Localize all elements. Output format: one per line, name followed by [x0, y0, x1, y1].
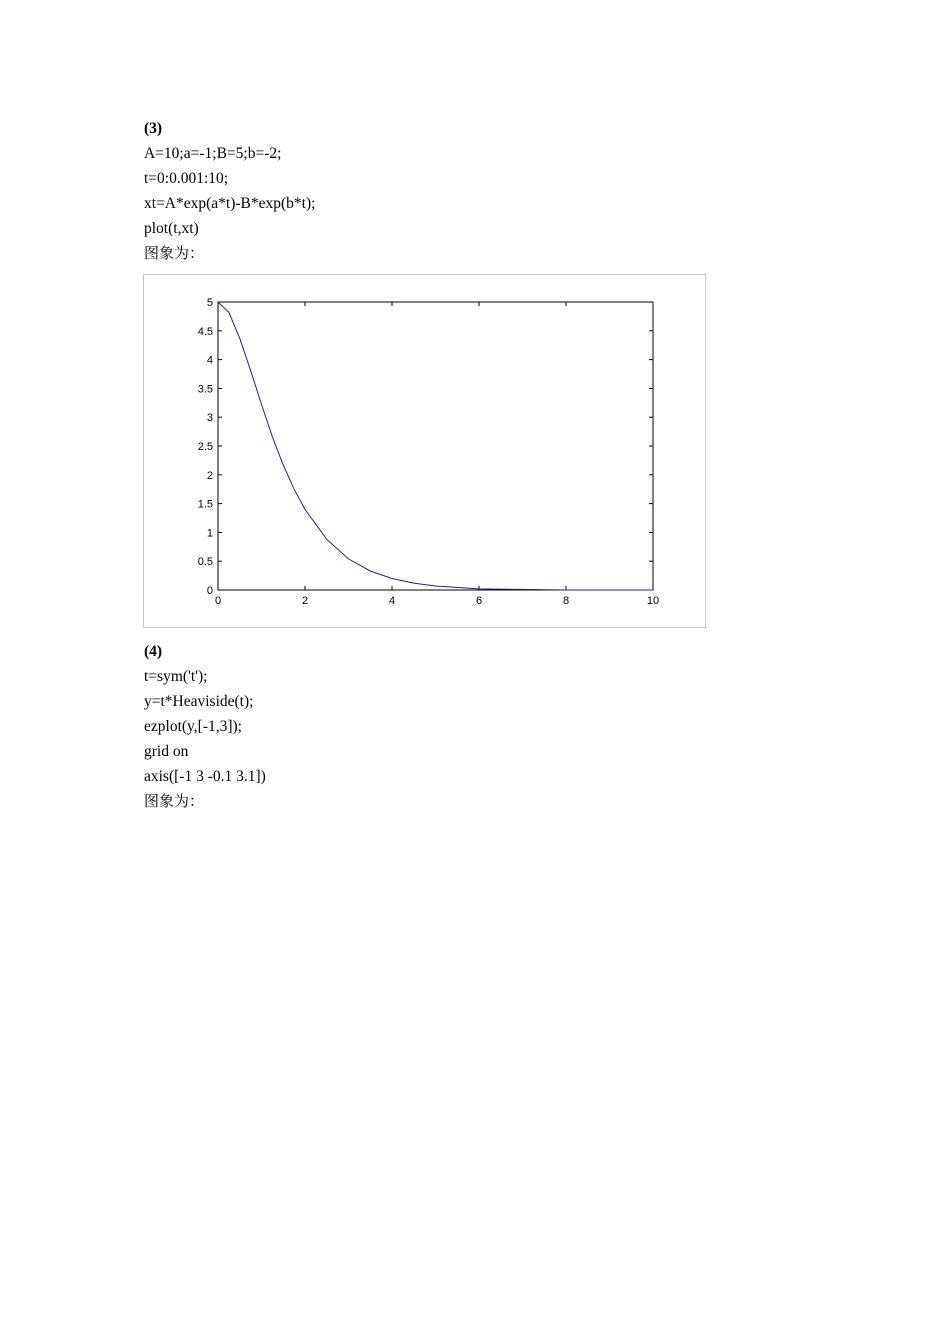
y-tick-label: 3: [206, 412, 213, 425]
y-tick-label: 5: [206, 297, 213, 309]
y-tick-label: 2.5: [197, 441, 213, 453]
line-chart: [144, 275, 705, 627]
code-line: axis([-1 3 -0.1 3.1]): [144, 768, 266, 785]
section-3-heading: (3): [144, 120, 163, 137]
code-line: ezplot(y,[-1,3]);: [144, 718, 242, 735]
code-line: grid on: [144, 743, 189, 760]
section-4-heading: (4): [144, 643, 163, 660]
y-tick-label: 0.5: [197, 556, 213, 569]
code-line: t=sym('t');: [144, 668, 208, 685]
plot-figure: [143, 274, 706, 628]
code-line: t=0:0.001:10;: [144, 170, 229, 187]
y-tick-label: 2: [206, 469, 213, 482]
plot-area: [218, 302, 653, 590]
y-tick-label: 0: [206, 585, 213, 597]
code-line: y=t*Heaviside(t);: [144, 693, 254, 710]
code-line: plot(t,xt): [144, 220, 199, 237]
x-tick-label: 4: [388, 595, 396, 607]
code-line: A=10;a=-1;B=5;b=-2;: [144, 145, 282, 162]
y-tick-label: 4: [206, 354, 213, 367]
y-tick-label: 1.5: [197, 498, 213, 511]
figure-caption: 图象为：: [144, 244, 205, 262]
figure-caption: 图象为：: [144, 792, 205, 810]
y-tick-label: 3.5: [197, 383, 213, 396]
y-tick-label: 1: [206, 527, 213, 540]
y-tick-label: 4.5: [197, 325, 213, 338]
x-tick-label: 6: [475, 595, 483, 607]
x-tick-label: 2: [301, 595, 309, 607]
code-line: xt=A*exp(a*t)-B*exp(b*t);: [144, 195, 316, 212]
x-tick-label: 0: [214, 595, 222, 607]
x-tick-label: 10: [646, 595, 660, 607]
x-tick-label: 8: [562, 595, 570, 607]
